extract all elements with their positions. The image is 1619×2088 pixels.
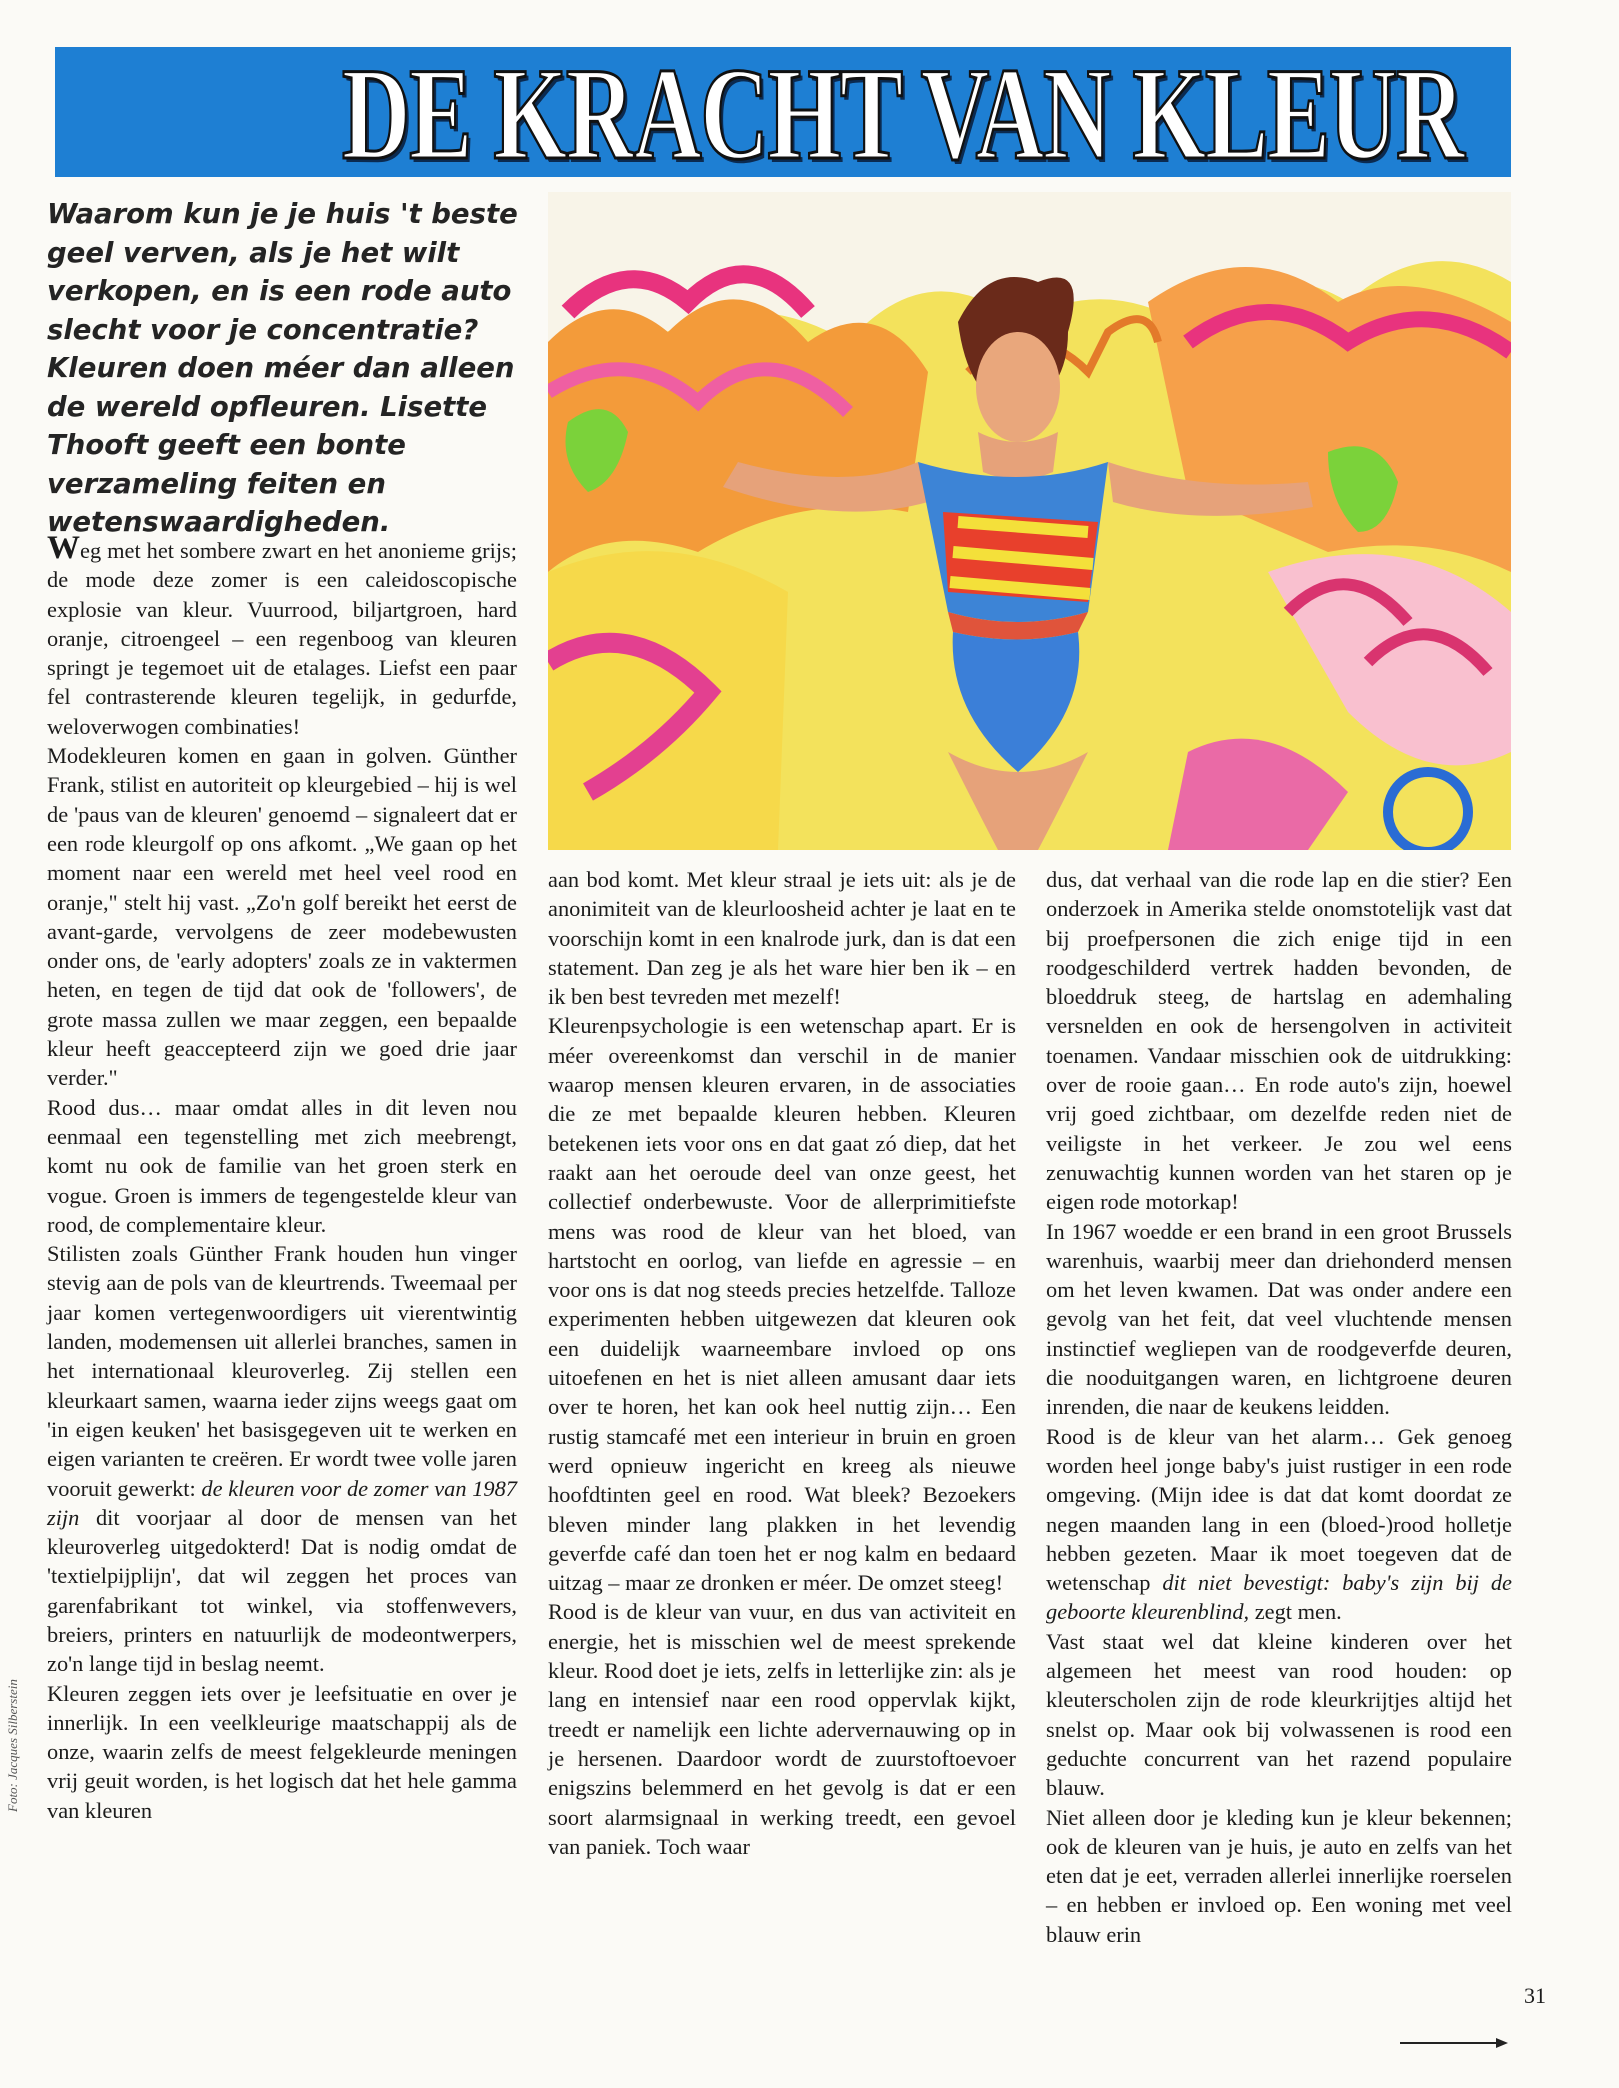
emphasis-text: dit niet bevestigt: baby's zijn bij de geboorte kleurenblind,	[1046, 1570, 1512, 1625]
paragraph-text: Stilisten zoals Günther Frank houden hun vinger stevig aan de pols van de kleurtrends. Tweemaal per jaar komen vertegenwoordigers uit vierentwintig landen, modemensen uit allerlei branches, samen in het internationaal kleuroverleg. Zij stellen een kleurkaart samen, waarna ieder zijns weegs gaat om 'in eigen keuken' het basisgegeven uit te werken en eigen varianten te creëren. Er wordt twee volle jaren vooruit gewerkt:	[47, 1241, 517, 1501]
paragraph: Modekleuren komen en gaan in golven. Günther Frank, stilist en autoriteit op kleurgebied – hij is wel de 'paus van de kleuren' genoemd – signaleert dat er een rode kleurgolf op ons afkomt. „We gaan op het moment naar een wereld met heel veel rood en oranje," stelt hij vast. „Zo'n golf bereikt het eerst de avant-garde, vervolgens de zeer modebewusten onder ons, de 'early adopters' zoals ze in vaktermen heten, en tegen de tijd dat ook de 'followers', de grote massa zullen we maar zeggen, een bepaalde kleur heeft geaccepteerd zijn we goed drie jaar verder."	[47, 743, 517, 1091]
page-title: DE KRACHT VAN KLEUR	[341, 47, 1464, 177]
emphasis-text: de kleuren voor de zomer van 1987 zijn	[47, 1475, 517, 1530]
title-banner	[55, 47, 1511, 177]
paragraph	[47, 1239, 517, 1678]
paragraph: Niet alleen door je kleding kun je kleur bekennen; ook de kleuren van je huis, je auto en zelfs van het eten dat je eet, verraden allerlei innerlijke roerselen – en hebben er invloed op. Een woning met veel blauw erin	[1046, 1804, 1512, 1947]
paragraph-text: zegt men.	[1249, 1599, 1342, 1625]
paragraph: Kleurenpsychologie is een wetenschap apart. Er is méer overeenkomst dan verschil in de manier waarop mensen kleuren ervaren, in de associaties die ze met bepaalde kleuren hebben. Kleuren betekenen iets voor ons en dat gaat zó diep, dat het raakt aan het oeroude deel van onze geest, het collectief onderbewuste. Voor de allerprimitiefste mens was rood de kleur van het bloed, van hartstocht en oorlog, van liefde en agressie – en voor ons is dat nog steeds precies hetzelfde. Talloze experimenten hebben uitgewezen dat kleuren ook een duidelijk waarneembare invloed op ons uitoefenen en het is niet alleen amusant daar iets over te horen, het kan ook heel nuttig zijn… Een rustig stamcafé met een interieur in bruin en groen werd opnieuw ingericht en kreeg als nieuwe hoofdtinten geel en rood. Wat bleek? Bezoekers bleven minder lang plakken in het levendig geverfde café dan toen het er nog kalm en bedaard uitzag – maar ze dronken er méer. De omzet steeg!	[548, 1013, 1016, 1596]
photo-illustration	[548, 192, 1511, 850]
article-column-3	[1046, 865, 1512, 1949]
intro-text: Waarom kun je je huis 't beste geel verven, als je het wilt verkopen, en is een rode auto slecht voor je concentratie? Kleuren doen méer dan alleen de wereld opfleuren. Lisette Thooft geeft een bonte verzameling feiten en wetenswaardigheden.	[47, 198, 518, 538]
paragraph: Rood dus… maar omdat alles in dit leven nou eenmaal een tegenstelling met zich meebrengt, komt nu ook de familie van het groen sterk en vogue. Groen is immers de tegengestelde kleur van rood, de complementaire kleur.	[47, 1094, 517, 1237]
paragraph: Kleuren zeggen iets over je leefsituatie en over je innerlijk. In een veelkleurige maatschappij als de onze, waarin zelfs de meest felgekleurde meningen vrij geuit worden, is het logisch dat het hele gamma van kleuren	[47, 1680, 517, 1823]
paragraph: In 1967 woedde er een brand in een groot Brussels warenhuis, waarbij meer dan driehonderd mensen om het leven kwamen. Dat was onder andere een gevolg van het feit, dat veel vluchtende mensen instinctief wegliepen van de roodgeverfde deuren, die nooduitgangen waren, en lichtgroene deuren inrenden, die naar de keukens leidden.	[1046, 1218, 1512, 1420]
paragraph	[47, 530, 517, 741]
continue-arrow-icon	[1400, 2035, 1510, 2051]
paragraph: aan bod komt. Met kleur straal je iets uit: als je de anonimiteit van de kleurloosheid achter je laat en te voorschijn komt in een knalrode jurk, dan is dat een statement. Dan zeg je als het ware hier ben ik – en ik ben best tevreden met mezelf!	[548, 867, 1016, 1010]
page-number: 31	[1524, 1983, 1546, 2008]
article-column-1	[47, 530, 517, 1825]
paragraph-text: eg met het sombere zwart en het anonieme grijs; de mode deze zomer is een caleidoscopische explosie van kleur. Vuurrood, biljartgroen, hard oranje, citroengeel – een regenboog van kleuren springt je tegemoet uit de etalages. Liefst een paar fel contrasterende kleuren tegelijk, in gedurfde, weloverwogen combinaties!	[47, 538, 517, 739]
paragraph: Vast staat wel dat kleine kinderen over het algemeen het meest van rood houden: op kleuterscholen zijn de rode kleurkrijtjes altijd het snelst op. Maar ook bij volwassenen is rood een geduchte concurrent van het razend populaire blauw.	[1046, 1628, 1512, 1801]
paragraph-text: Rood is de kleur van het alarm… Gek genoeg worden heel jonge baby's juist rustiger in een rode omgeving. (Mijn idee is dat dat komt doordat ze negen maanden lang in een (bloed-)rood holletje hebben gezeten. Maar ik moet toegeven dat de wetenschap	[1046, 1423, 1512, 1596]
paragraph: dus, dat verhaal van die rode lap en die stier? Een onderzoek in Amerika stelde onomstotelijk vast dat bij proefpersonen die zich enige tijd in een roodgeschilderd vertrek hadden bevonden, de bloeddruk steeg, de hartslag en ademhaling versnelden en ook de hersengolven in activiteit toenamen. Vandaar misschien ook de uitdrukking: over de rooie gaan… En rode auto's zijn, hoewel vrij goed zichtbaar, om dezelfde reden niet de veiligste in het verkeer. Je zou wel eens zenuwachtig kunnen worden van het staren op je eigen rode motorkap!	[1046, 867, 1512, 1215]
model-with-graffiti-photo	[548, 192, 1511, 850]
paragraph-text: dit voorjaar al door de mensen van het kleuroverleg uitgedokterd! Dat is nodig omdat de 'textielpijplijn', dat wil zeggen het proces van garenfabrikant tot winkel, via stoffenwevers, breiers, printers en natuurlijk de modeontwerpers, zo'n lange tijd in beslag neemt.	[47, 1504, 517, 1677]
drop-cap: W	[47, 530, 80, 566]
article-column-2	[548, 865, 1016, 1861]
paragraph	[1046, 1422, 1512, 1627]
photo-credit: Foto: Jacques Silberstein	[5, 1679, 20, 1812]
paragraph: Rood is de kleur van vuur, en dus van activiteit en energie, het is misschien wel de meest sprekende kleur. Rood doet je iets, zelfs in letterlijke zin: als je lang en intensief naar een rood oppervlak kijkt, treedt er namelijk een lichte adervernauwing op in je hersenen. Daardoor wordt de zuurstoftoevoer enigszins belemmerd en het gevolg is dat er een soort alarmsignaal in werking treedt, een gevoel van paniek. Toch waar	[548, 1599, 1016, 1859]
